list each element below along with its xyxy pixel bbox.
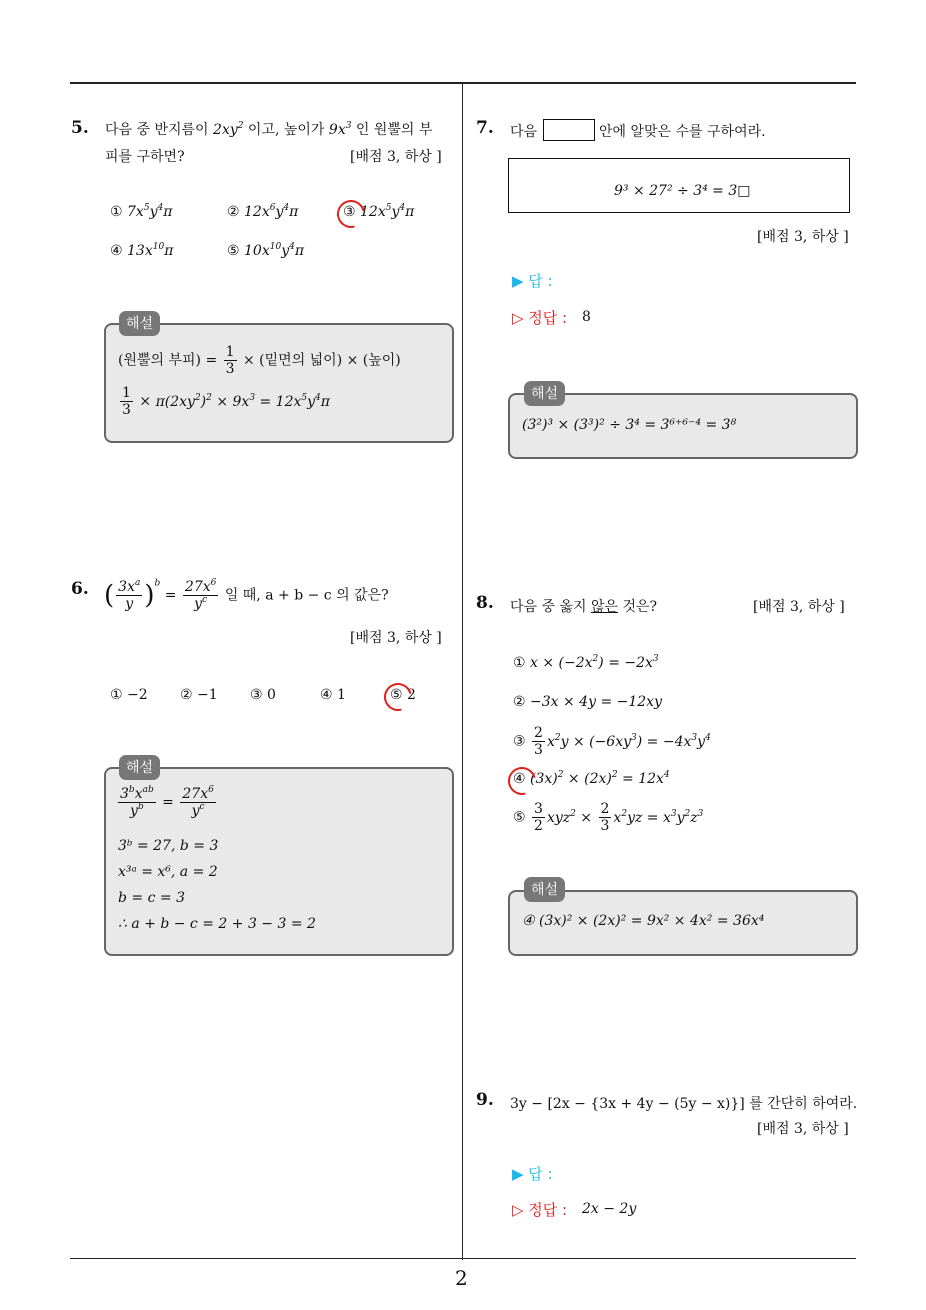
q6-option-5[interactable]: ⑤ 2 [390,687,416,703]
q5-option-3[interactable]: ③ $12x^5y^4\pi$ [343,203,415,220]
q5-solution-tag: 해설 [119,311,160,336]
q7-solution-line: (3²)³ × (3³)² ÷ 3⁴ = 3⁶⁺⁶⁻⁴ = 3⁸ [522,417,737,433]
q8-option-2[interactable]: ② −3x × 4y = −12xy [513,694,662,710]
q7-solution-tag: 해설 [524,381,565,406]
q7-correct-value: 8 [582,309,591,325]
q5-solution-box [104,323,454,443]
q5-meta: [배점 3, 하상 ] [350,149,442,165]
q7-equation: 9³ × 27² ÷ 3⁴ = 3□ [614,183,751,199]
column-divider [462,82,463,1260]
q6-solution-line2: x³ᵃ = x⁶, a = 2 [118,864,218,880]
q6-question: ( $\frac{3x^a}{y}$ )$^b$ = $\frac{27x^6}{y^c}$ 일 때, a + b − c 의 값은? [104,578,389,612]
q8-number: 8. [476,593,494,613]
q5-solution-line2: $\frac{1}{3}$ × $\pi(2xy^2)^2 \times 9x^3 = 12x^5y^4\pi$ [122,385,330,418]
q8-underlined-word: 않은 [590,599,619,615]
q7-question-before: 다음 [510,124,538,140]
q6-solution-line1: 3ᵇ = 27, b = 3 [118,838,219,854]
q9-answer-label[interactable]: ▶ 답 : [512,1165,553,1183]
q6-solution-line3: b = c = 3 [118,890,185,906]
q8-option-1[interactable]: ① $x \times (-2x^2) = -2x^3$ [513,654,659,671]
q7-correct-label: ▷ 정답 : [512,309,568,327]
q6-meta: [배점 3, 하상 ] [350,630,442,646]
q5-option-4[interactable]: ④ $13x^{10}\pi$ [110,242,174,259]
q6-option-1[interactable]: ① −2 [110,687,148,703]
q6-option-3[interactable]: ③ 0 [250,687,276,703]
q7-question-after: 안에 알맞은 수를 구하여라. [599,124,766,140]
q5-solution-line1: (원뿔의 부피) = $\frac{1}{3}$ × (밑면의 넓이) × (높이) [118,344,401,377]
q7-blank-box [543,119,595,141]
q6-option-2[interactable]: ② −1 [180,687,218,703]
q5-question-line2: 피를 구하면? [105,149,185,165]
q8-solution-tag: 해설 [524,877,565,902]
q7-number: 7. [476,118,494,138]
page-number: 2 [455,1266,468,1290]
q8-solution-line: ④ (3x)² × (2x)² = 9x² × 4x² = 36x⁴ [522,913,765,929]
q9-number: 9. [476,1090,494,1110]
q5-option-5[interactable]: ⑤ $10x^{10}y^4\pi$ [227,242,305,259]
q9-question: 3y − [2x − {3x + 4y − (5y − x)}] 를 간단히 하여라. [510,1096,858,1112]
q9-correct-value: 2x − 2y [582,1201,637,1217]
q5-answer-mark [332,195,370,233]
q6-answer-mark [379,678,417,716]
q6-solution-frac: $\frac{3^bx^{ab}}{y^b}$ = $\frac{27x^6}{y^c}$ [120,785,214,819]
q6-question-text: 일 때, a + b − c 의 값은? [224,587,389,604]
q5-number: 5. [71,118,89,138]
q5-option-1[interactable]: ① $7x^5y^4\pi$ [110,203,173,220]
q5-option-2[interactable]: ② $12x^6y^4\pi$ [227,203,299,220]
bottom-rule [70,1258,856,1259]
q6-solution-line4: ∴ a + b − c = 2 + 3 − 3 = 2 [118,916,316,932]
top-rule [70,82,856,84]
q6-option-4[interactable]: ④ 1 [320,687,346,703]
q6-number: 6. [71,579,89,599]
q7-answer-label[interactable]: ▶ 답 : [512,272,553,290]
q9-meta: [배점 3, 하상 ] [757,1121,849,1137]
q6-solution-tag: 해설 [119,755,160,780]
q8-option-4[interactable]: ④ $(3x)^2 \times (2x)^2 = 12x^4$ [513,770,670,787]
q8-question: 다음 중 옳지 않은 것은? [510,599,658,615]
q8-option-5[interactable]: ⑤ $\frac{3}{2}$ xyz$^2$ × $\frac{2}{3}$ $x^2yz = x^3y^2z^3$ [513,801,704,834]
q8-option-3[interactable]: ③ $\frac{2}{3}$ $x^2y \times (-6xy^3) = -4x^3y^4$ [513,725,711,758]
q9-correct-label: ▷ 정답 : [512,1201,568,1219]
q8-meta: [배점 3, 하상 ] [753,599,845,615]
q7-meta: [배점 3, 하상 ] [757,229,849,245]
q8-answer-mark [503,762,541,800]
q5-question-line1: 다음 중 반지름이 $2xy^2$ 이고, 높이가 $9x^3$ 인 원뿔의 부 [105,121,433,138]
